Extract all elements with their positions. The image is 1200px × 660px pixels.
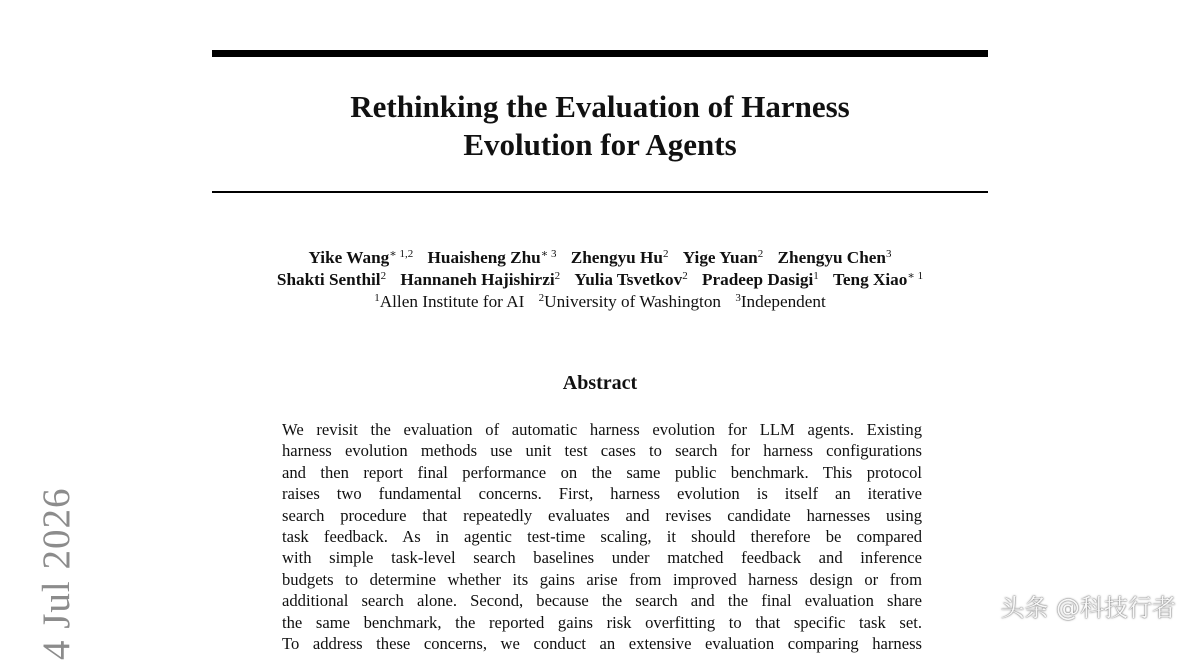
- abstract-line: the same benchmark, the reported gains risk overfitting to that specific task set.: [282, 612, 922, 632]
- abstract-body: [282, 419, 922, 654]
- author: Pradeep Dasigi$^1$: [701, 270, 819, 289]
- affiliations: [150, 291, 1050, 313]
- abstract-line: additional search alone. Second, because the search and the final evaluation share: [282, 591, 922, 611]
- abstract-heading: Abstract: [562, 372, 638, 394]
- author: Huaisheng Zhu$^{∗ 3}$: [427, 248, 557, 267]
- abstract-line: with simple task-level search baselines under matched feedback and inference: [282, 548, 922, 568]
- title-rule: [212, 191, 988, 193]
- author: Zhengyu Hu$^2$: [570, 248, 669, 267]
- affiliation: $^1$Allen Institute for AI: [374, 292, 525, 311]
- author-row-1: [150, 247, 1050, 269]
- author: Shakti Senthil$^2$: [276, 270, 387, 289]
- author: Yige Yuan$^2$: [682, 248, 764, 267]
- paper-title: [212, 88, 988, 164]
- author: Yulia Tsvetkov$^2$: [574, 270, 688, 289]
- watermark: 头条 @科技行者: [1000, 594, 1176, 622]
- author-block: [150, 247, 1050, 313]
- arxiv-date-stamp: 4 Jul 2026: [35, 487, 78, 660]
- abstract-line: We revisit the evaluation of automatic harness evolution for LLM agents. Existing: [282, 420, 922, 439]
- abstract-line: task feedback. As in agentic test-time scaling, it should therefore be compared: [282, 527, 922, 547]
- abstract-line: harness evolution methods use unit test cases to search for harness configurations: [282, 441, 922, 461]
- abstract-line: search procedure that repeatedly evaluates and revises candidate harnesses using: [282, 505, 922, 525]
- abstract-line: budgets to determine whether its gains arise from improved harness design or from: [282, 569, 922, 589]
- affiliation: $^2$University of Washington: [538, 292, 722, 311]
- author: Yike Wang$^{∗ 1,2}$: [308, 248, 414, 267]
- abstract-line: raises two fundamental concerns. First, harness evolution is itself an iterative: [282, 484, 922, 504]
- author: Teng Xiao$^{∗ 1}$: [833, 270, 924, 289]
- title-line: Evolution for Agents: [463, 127, 737, 162]
- author: Zhengyu Chen$^3$: [777, 248, 892, 267]
- author: Hannaneh Hajishirzi$^2$: [400, 270, 561, 289]
- affiliation: $^3$Independent: [735, 292, 826, 311]
- abstract-line: To address these concerns, we conduct an extensive evaluation comparing harness: [282, 634, 922, 654]
- top-rule: [212, 50, 988, 57]
- abstract-line: and then report final performance on the same public benchmark. This protocol: [282, 462, 922, 482]
- author-row-2: [150, 269, 1050, 291]
- title-line: Rethinking the Evaluation of Harness: [350, 89, 850, 124]
